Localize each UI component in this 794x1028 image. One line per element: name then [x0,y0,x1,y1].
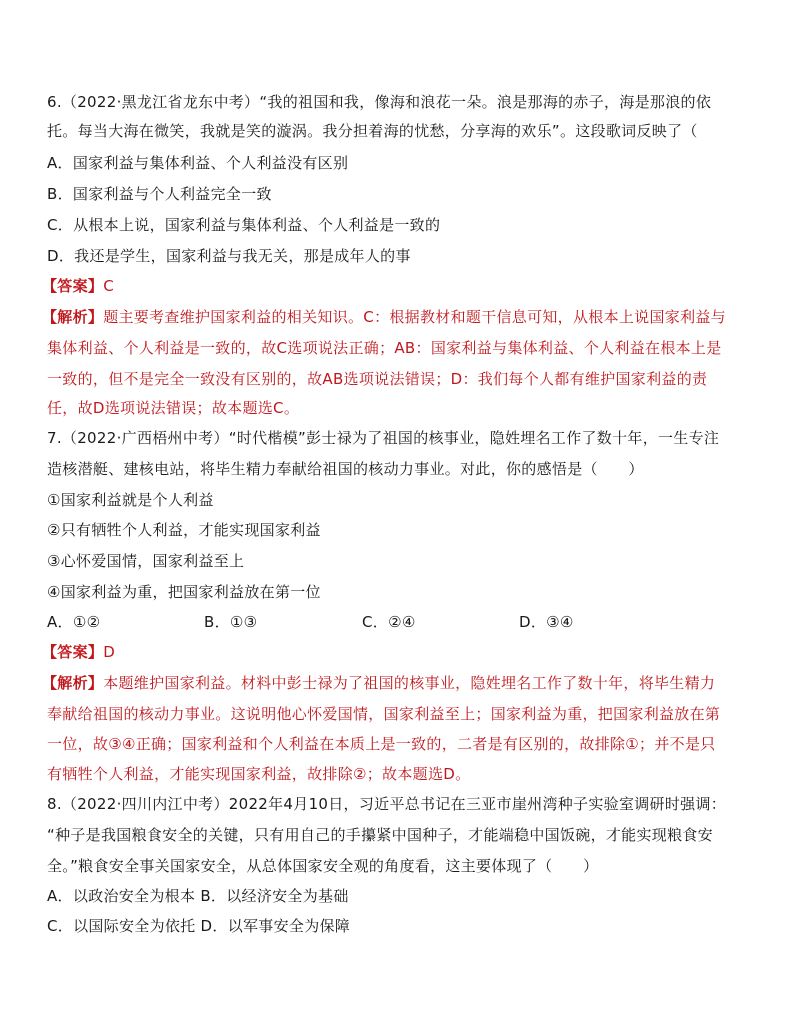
q6-option-d: D．我还是学生，国家利益与我无关，那是成年人的事 [47,247,411,265]
q7-answer-tag: 【答案】 [42,643,104,661]
q6-analysis-line-4: 任，故D选项说法错误；故本题选C。 [47,399,300,417]
q6-stem-line-2: 托。每当大海在微笑，我就是笑的漩涡。我分担着海的忧愁，分享海的欢乐”。这段歌词反映了（ [47,122,698,140]
q7-answer-value: D [103,643,116,661]
q7-analysis-line-2: 奉献给祖国的核动力事业。这说明他心怀爱国情，国家利益至上；国家利益为重，把国家利益放在第 [47,705,721,723]
q7-option-b: B．①③ [204,613,258,631]
q6-answer [42,276,742,296]
q7-option-c: C．②④ [362,613,416,631]
q6-option-c: C．从根本上说，国家利益与集体利益、个人利益是一致的 [47,216,441,234]
q8-stem-line-2: “种子是我国粮食安全的关键，只有用自己的手攥紧中国种子，才能端稳中国饭碗，才能实现粮食安 [47,826,713,844]
q6-answer-value: C [103,277,114,295]
q6-analysis-line-1 [42,307,742,327]
q6-analysis-line-2: 集体利益、个人利益是一致的，故C选项说法正确；AB：国家利益与集体利益、个人利益在根本上是 [47,339,722,357]
q7-analysis-line-4: 有牺牲个人利益，才能实现国家利益，故排除②；故本题选D。 [47,765,471,783]
q7-option-a: A．①② [47,613,101,631]
q6-answer-tag: 【答案】 [42,277,104,295]
q7-statement-2: ②只有牺牲个人利益，才能实现国家利益 [47,521,321,539]
q7-answer [42,642,742,662]
q8-options-ab: A．以政治安全为根本 B．以经济安全为基础 [47,887,349,905]
q7-analysis-tag: 【解析】 [42,674,104,692]
q8-stem-line-1: 8.（2022·四川内江中考）2022年4月10日，习近平总书记在三亚市崖州湾种子实验室调研时强调： [47,795,727,813]
q6-option-a: A．国家利益与集体利益、个人利益没有区别 [47,154,349,172]
q7-stem-line-1: 7.（2022·广西梧州中考）“时代楷模”彭士禄为了祖国的核事业，隐姓埋名工作了数十年，一生专注 [47,429,720,447]
q6-analysis-tag: 【解析】 [42,308,104,326]
q7-statement-3: ③心怀爱国情，国家利益至上 [47,552,245,570]
q7-analysis-text-1: 本题维护国家利益。材料中彭士禄为了祖国的核事业，隐姓埋名工作了数十年，将毕生精力 [103,674,716,692]
q7-statement-1: ①国家利益就是个人利益 [47,491,214,509]
q6-option-b: B．国家利益与个人利益完全一致 [47,185,272,203]
q7-options-row [47,612,747,632]
q7-option-d: D．③④ [519,613,574,631]
q7-analysis-line-3: 一位，故③④正确；国家利益和个人利益在本质上是一致的，二者是有区别的，故排除①；并不是只 [47,735,716,753]
q8-stem-line-3: 全。”粮食安全事关国家安全，从总体国家安全观的角度看，这主要体现了（ ） [47,857,599,875]
q7-analysis-line-1 [42,673,742,693]
q6-analysis-text-1: 题主要考查维护国家利益的相关知识。C：根据教材和题干信息可知，从根本上说国家利益与 [103,308,726,326]
q6-stem-line-1: 6.（2022·黑龙江省龙东中考）“我的祖国和我，像海和浪花一朵。浪是那海的赤子，海是那浪的依 [47,93,712,111]
q6-analysis-line-3: 一致的，但不是完全一致没有区别的，故AB选项说法错误；D：我们每个人都有维护国家利益的责 [47,370,708,388]
q8-options-cd: C．以国际安全为依托 D．以军事安全为保障 [47,917,351,935]
q7-stem-line-2: 造核潜艇、建核电站，将毕生精力奉献给祖国的核动力事业。对此，你的感悟是（ ） [47,460,644,478]
q7-statement-4: ④国家利益为重，把国家利益放在第一位 [47,583,321,601]
